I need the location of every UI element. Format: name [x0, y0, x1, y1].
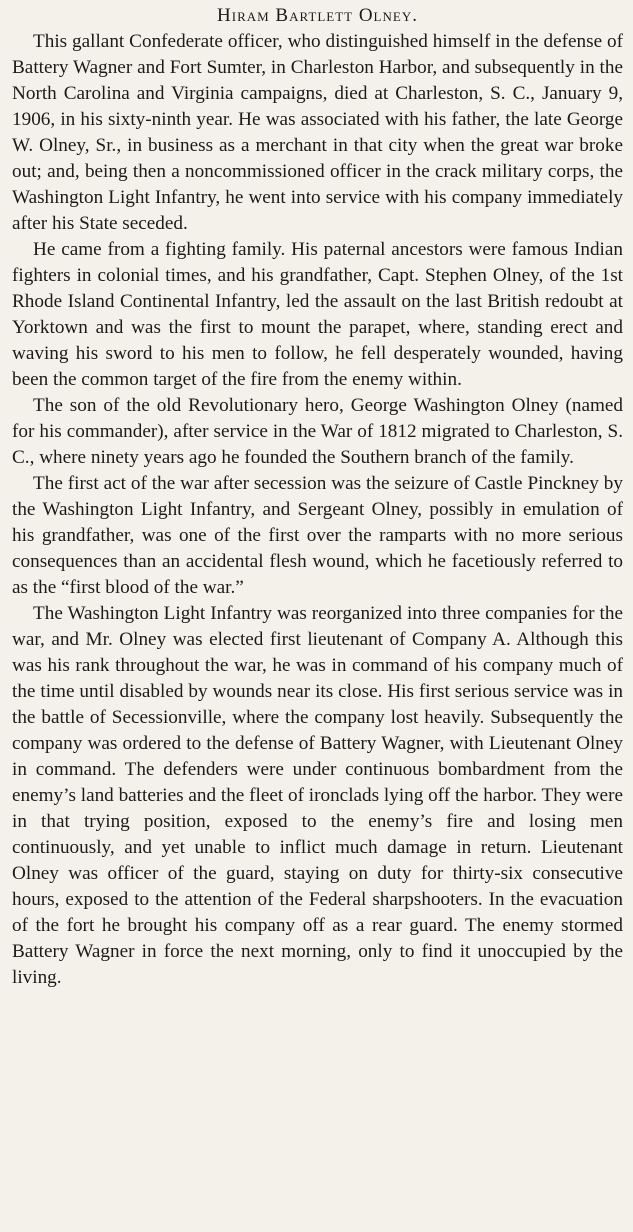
article-title: Hiram Bartlett Olney. [217, 5, 418, 26]
paragraph-1: This gallant Confederate officer, who distinguished himself in the defense of Battery Wagner and Fort Sumter, in Charleston Harbor, and subsequently in the North Carolina and Virginia campaigns, died at Charleston, S. C., January 9, 1906, in his sixty-ninth year. He was associated with his father, the late George W. Olney, Sr., in business as a merchant in that city when the great war broke out; and, being then a noncommissioned officer in the crack military corps, the Washington Light Infantry, he went into service with his company immediately after his State seceded. [12, 31, 623, 234]
paragraph-5: The Washington Light Infantry was reorganized into three companies for the war, and Mr. Olney was elected first lieutenant of Company A. Although this was his rank throughout the war, he was in command of his company much of the time until disabled by wounds near its close. His first serious service was in the battle of Secessionville, where the company lost heavily. Subsequently the company was ordered to the defense of Battery Wagner, with Lieutenant Olney in command. The defenders were under continuous bombardment from the enemy’s land batteries and the fleet of ironclads lying off the harbor. They were in that trying position, exposed to the enemy’s fire and losing men continuously, and yet unable to inflict much damage in return. Lieutenant Olney was officer of the guard, staying on duty for thirty-six consecutive hours, exposed to the attention of the Federal sharpshooters. In the evacuation of the fort he brought his company off as a rear guard. The enemy stormed Battery Wagner in force the next morning, only to find it unoccupied by the living. [12, 603, 623, 988]
paragraph-3: The son of the old Revolutionary hero, George Washington Olney (named for his commander), after service in the War of 1812 migrated to Charleston, S. C., where ninety years ago he founded the Southern branch of the family. [12, 395, 623, 468]
paragraph-4: The first act of the war after secession was the seizure of Castle Pinckney by the Washington Light Infantry, and Sergeant Olney, possibly in emulation of his grandfather, was one of the first over the ramparts with no more serious consequences than an accidental flesh wound, which he facetiously referred to as the “first blood of the war.” [12, 473, 623, 598]
paragraph-2: He came from a fighting family. His paternal ancestors were famous Indian fighters in colonial times, and his grandfather, Capt. Stephen Olney, of the 1st Rhode Island Continental Infantry, led the assault on the last British redoubt at Yorktown and was the first to mount the parapet, where, standing erect and waving his sword to his men to follow, he fell desperately wounded, having been the common target of the fire from the enemy within. [12, 239, 623, 390]
